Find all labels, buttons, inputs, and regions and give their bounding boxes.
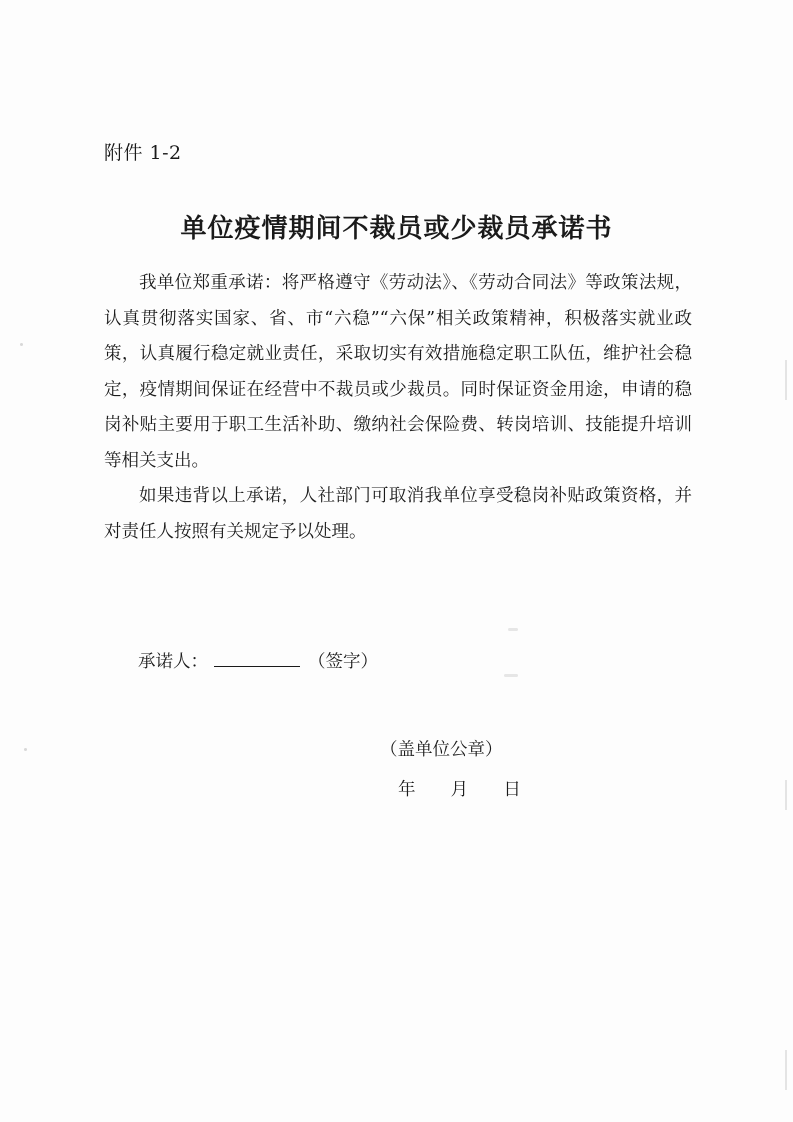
scan-edge bbox=[785, 780, 787, 810]
date-month: 月 bbox=[450, 780, 469, 800]
signature-row bbox=[138, 648, 378, 673]
date-day: 日 bbox=[503, 780, 521, 800]
scan-edge bbox=[785, 1050, 787, 1090]
scan-speck bbox=[508, 628, 518, 631]
scan-edge bbox=[785, 360, 787, 400]
signature-note: （签字） bbox=[308, 652, 378, 672]
date-row bbox=[398, 776, 521, 801]
commitment-paragraph: 我单位郑重承诺：将严格遵守《劳动法》、《劳动合同法》等政策法规，认真贯彻落实国家、省、市“六稳”“六保”相关政策精神，积极落实就业政策，认真履行稳定就业责任，采取切实有效措施稳定职工队伍，维护社会稳定，疫情期间保证在经营中不裁员或少裁员。同时保证资金用途，申请的稳岗补贴主要用于职工生活补助、缴纳社会保险费、转岗培训、技能提升培训等相关支出。 bbox=[104, 273, 692, 471]
scan-speck bbox=[24, 748, 27, 751]
document-title: 单位疫情期间不裁员或少裁员承诺书 bbox=[180, 214, 613, 244]
commitment-body bbox=[104, 266, 692, 550]
stamp-note: （盖单位公章） bbox=[380, 740, 503, 760]
scan-speck bbox=[20, 343, 23, 346]
attachment-label: 附件 1-2 bbox=[104, 142, 182, 164]
scan-speck bbox=[504, 674, 518, 677]
signature-line bbox=[214, 648, 300, 667]
violation-paragraph: 如果违背以上承诺，人社部门可取消我单位享受稳岗补贴政策资格，并对责任人按照有关规定予以处理。 bbox=[104, 486, 692, 542]
date-year: 年 bbox=[398, 780, 416, 800]
signatory-label: 承诺人： bbox=[138, 652, 208, 672]
